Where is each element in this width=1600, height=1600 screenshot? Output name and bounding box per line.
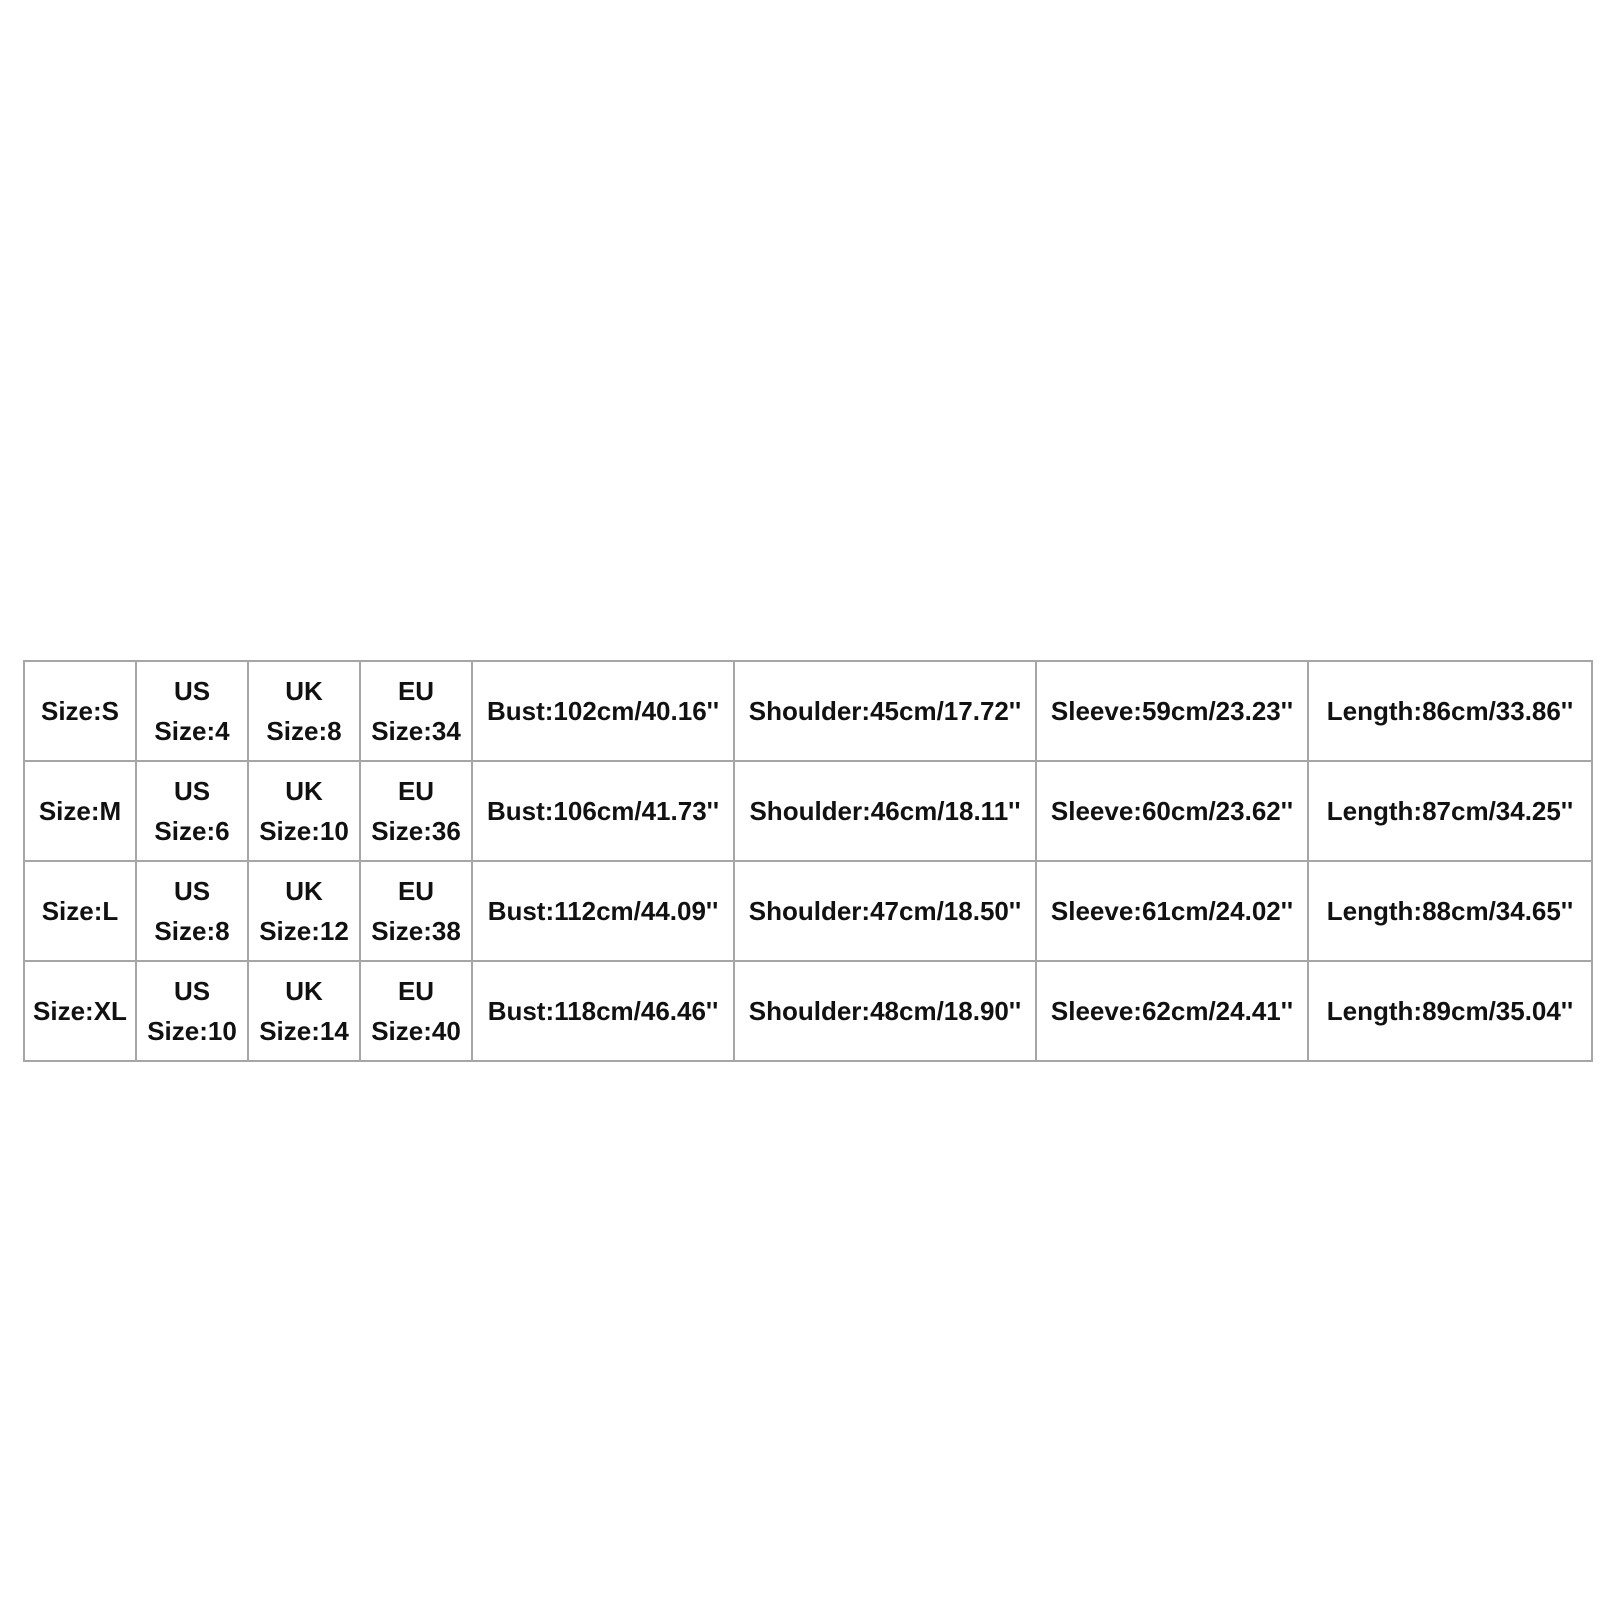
length-cell: Length:88cm/34.65'' xyxy=(1308,861,1592,961)
us-size-value: Size:4 xyxy=(154,716,230,746)
shoulder-cell: Shoulder:47cm/18.50'' xyxy=(734,861,1036,961)
eu-size-cell xyxy=(360,961,472,1061)
sleeve-cell: Sleeve:60cm/23.62'' xyxy=(1036,761,1308,861)
uk-label: UK xyxy=(285,976,323,1006)
shoulder-cell: Shoulder:45cm/17.72'' xyxy=(734,661,1036,761)
us-label: US xyxy=(173,676,211,706)
shoulder-cell: Shoulder:46cm/18.11'' xyxy=(734,761,1036,861)
eu-label: EU xyxy=(397,976,435,1006)
bust-cell: Bust:112cm/44.09'' xyxy=(472,861,734,961)
uk-size-value: Size:8 xyxy=(266,716,342,746)
shoulder-cell: Shoulder:48cm/18.90'' xyxy=(734,961,1036,1061)
uk-size-value: Size:10 xyxy=(259,816,349,846)
eu-size-value: Size:38 xyxy=(371,916,461,946)
size-cell: Size:XL xyxy=(24,961,136,1061)
sleeve-cell: Sleeve:61cm/24.02'' xyxy=(1036,861,1308,961)
size-chart-table xyxy=(23,660,1593,1062)
uk-size-cell xyxy=(248,861,360,961)
length-cell: Length:89cm/35.04'' xyxy=(1308,961,1592,1061)
us-size-cell xyxy=(136,961,248,1061)
eu-label: EU xyxy=(397,676,435,706)
uk-label: UK xyxy=(285,676,323,706)
eu-label: EU xyxy=(397,876,435,906)
bust-cell: Bust:106cm/41.73'' xyxy=(472,761,734,861)
eu-label: EU xyxy=(397,776,435,806)
us-size-cell xyxy=(136,761,248,861)
us-label: US xyxy=(173,976,211,1006)
eu-size-cell xyxy=(360,861,472,961)
uk-size-value: Size:14 xyxy=(259,1016,349,1046)
eu-size-value: Size:36 xyxy=(371,816,461,846)
us-size-value: Size:10 xyxy=(147,1016,237,1046)
sleeve-cell: Sleeve:62cm/24.41'' xyxy=(1036,961,1308,1061)
uk-size-cell xyxy=(248,661,360,761)
uk-label: UK xyxy=(285,876,323,906)
table-row xyxy=(24,961,1592,1061)
eu-size-cell xyxy=(360,761,472,861)
us-size-value: Size:8 xyxy=(154,916,230,946)
length-cell: Length:86cm/33.86'' xyxy=(1308,661,1592,761)
uk-size-cell xyxy=(248,761,360,861)
uk-size-cell xyxy=(248,961,360,1061)
table-row xyxy=(24,761,1592,861)
size-cell: Size:M xyxy=(24,761,136,861)
us-size-value: Size:6 xyxy=(154,816,230,846)
eu-size-value: Size:34 xyxy=(371,716,461,746)
bust-cell: Bust:102cm/40.16'' xyxy=(472,661,734,761)
bust-cell: Bust:118cm/46.46'' xyxy=(472,961,734,1061)
us-label: US xyxy=(173,776,211,806)
uk-label: UK xyxy=(285,776,323,806)
sleeve-cell: Sleeve:59cm/23.23'' xyxy=(1036,661,1308,761)
table-row xyxy=(24,861,1592,961)
us-size-cell xyxy=(136,861,248,961)
eu-size-cell xyxy=(360,661,472,761)
eu-size-value: Size:40 xyxy=(371,1016,461,1046)
length-cell: Length:87cm/34.25'' xyxy=(1308,761,1592,861)
table-row xyxy=(24,661,1592,761)
size-cell: Size:S xyxy=(24,661,136,761)
us-size-cell xyxy=(136,661,248,761)
size-cell: Size:L xyxy=(24,861,136,961)
us-label: US xyxy=(173,876,211,906)
uk-size-value: Size:12 xyxy=(259,916,349,946)
